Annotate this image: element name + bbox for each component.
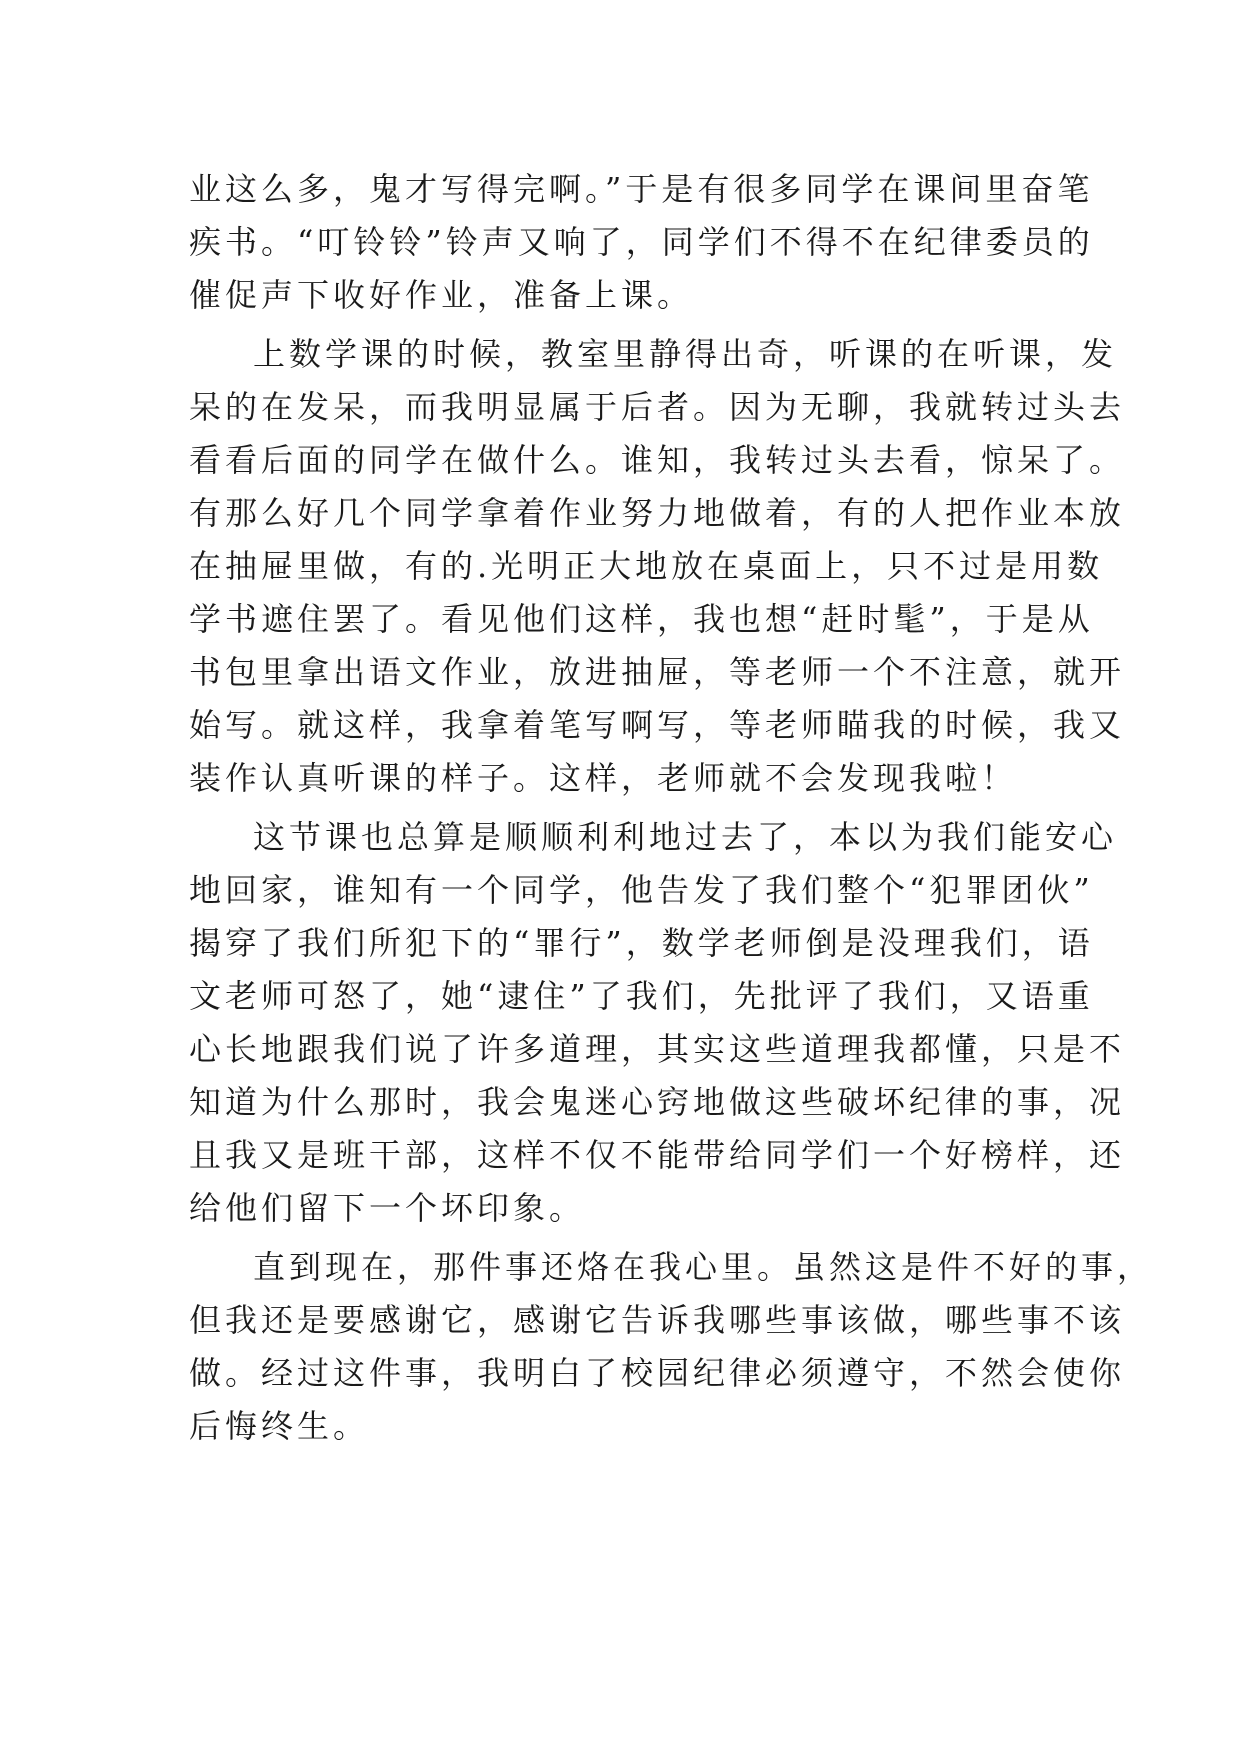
paragraph-2-line-3: 看看后面的同学在做什么。谁知，我转过头去看，惊呆了。 (189, 441, 1126, 479)
paragraph-3-line-1: 这节课也总算是顺顺利利地过去了，本以为我们能安心 (253, 818, 1118, 856)
paragraph-4-line-3: 做。经过这件事，我明白了校园纪律必须遵守，不然会使你 (189, 1354, 1126, 1392)
paragraph-2-line-5: 在抽屉里做，有的.光明正大地放在桌面上，只不过是用数 (189, 547, 1104, 585)
paragraph-3-line-5: 心长地跟我们说了许多道理，其实这些道理我都懂，只是不 (189, 1030, 1126, 1068)
paragraph-3-line-7: 且我又是班干部，这样不仅不能带给同学们一个好榜样，还 (189, 1136, 1126, 1174)
paragraph-2-line-8: 始写。就这样，我拿着笔写啊写，等老师瞄我的时候，我又 (189, 706, 1126, 744)
paragraph-4-line-4: 后悔终生。 (189, 1407, 370, 1445)
paragraph-2-line-1: 上数学课的时候，教室里静得出奇，听课的在听课，发 (253, 335, 1118, 373)
paragraph-2-line-2: 呆的在发呆，而我明显属于后者。因为无聊，我就转过头去 (189, 388, 1126, 426)
paragraph-3-line-3: 揭穿了我们所犯下的“罪行”，数学老师倒是没理我们，语 (189, 924, 1094, 962)
paragraph-2-line-6: 学书遮住罢了。看见他们这样，我也想“赶时髦”，于是从 (189, 600, 1094, 638)
paragraph-2-line-7: 书包里拿出语文作业，放进抽屉，等老师一个不注意，就开 (189, 653, 1126, 691)
paragraph-4-line-1: 直到现在，那件事还烙在我心里。虽然这是件不好的事， (253, 1248, 1154, 1286)
paragraph-3-line-6: 知道为什么那时，我会鬼迷心窍地做这些破坏纪律的事，况 (189, 1083, 1126, 1121)
paragraph-3-line-2: 地回家，谁知有一个同学，他告发了我们整个“犯罪团伙” (189, 871, 1094, 909)
paragraph-1-line-3: 催促声下收好作业，准备上课。 (189, 276, 694, 314)
paragraph-2-line-9: 装作认真听课的样子。这样，老师就不会发现我啦！ (189, 759, 1018, 797)
paragraph-4-line-2: 但我还是要感谢它，感谢它告诉我哪些事该做，哪些事不该 (189, 1301, 1126, 1339)
paragraph-2-line-4: 有那么好几个同学拿着作业努力地做着，有的人把作业本放 (189, 494, 1126, 532)
paragraph-3-line-4: 文老师可怒了，她“逮住”了我们，先批评了我们，又语重 (189, 977, 1094, 1015)
paragraph-3-line-8: 给他们留下一个坏印象。 (189, 1189, 586, 1227)
paragraph-1-line-2: 疾书。“叮铃铃”铃声又响了，同学们不得不在纪律委员的 (189, 223, 1094, 261)
paragraph-1-line-1: 业这么多，鬼才写得完啊。”于是有很多同学在课间里奋笔 (189, 170, 1094, 208)
